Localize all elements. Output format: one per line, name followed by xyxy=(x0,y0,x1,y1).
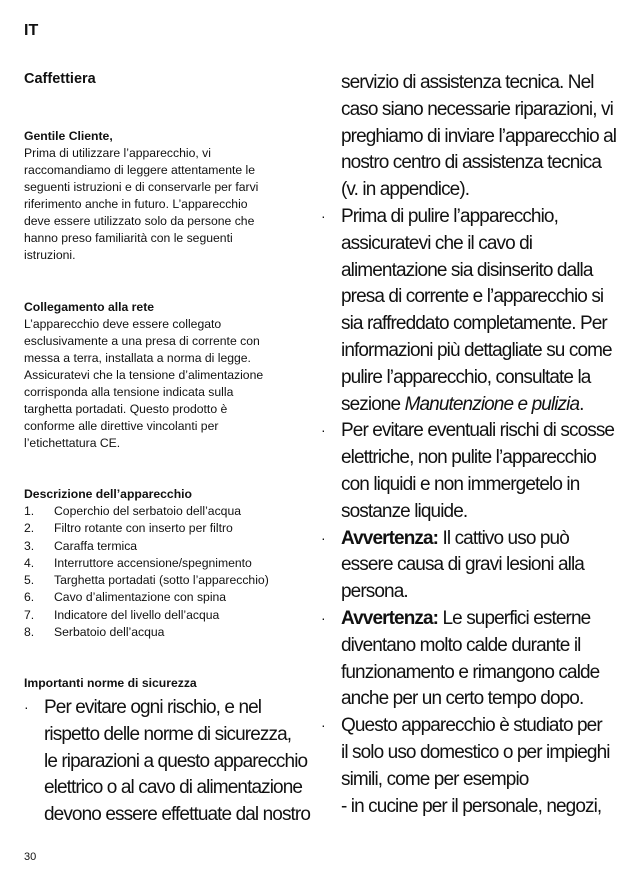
item-text: Coperchio del serbatoio dell’acqua xyxy=(54,504,241,518)
text-line xyxy=(341,392,612,419)
text-span: Il cattivo uso può xyxy=(438,527,569,549)
bullet-text xyxy=(341,606,599,713)
greeting-section xyxy=(24,128,304,264)
description-heading: Descrizione dell’apparecchio xyxy=(24,487,192,501)
text-line: L’apparecchio deve essere collegato xyxy=(24,317,222,331)
item-text: Interruttore accensione/spegnimento xyxy=(54,555,252,570)
item-number: 7. xyxy=(24,607,35,622)
section-reference: Manutenzione e pulizia xyxy=(404,393,580,415)
text-line: Assicuratevi che la tensione d’alimentazione xyxy=(24,368,264,382)
bullet-dot: · xyxy=(321,609,326,626)
text-line: caso siano necessarie riparazioni, vi xyxy=(341,98,613,120)
text-line: nostro centro di assistenza tecnica xyxy=(341,152,601,174)
bullet-text xyxy=(341,713,610,820)
warning-label: Avvertenza: xyxy=(341,527,439,549)
text-line: esclusivamente a una presa di corrente con xyxy=(24,334,260,348)
list-item xyxy=(24,555,304,572)
text-line: presa di corrente e l’apparecchio si xyxy=(341,286,604,308)
text-line: alimentazione sia disinserito dalla xyxy=(341,259,593,281)
greeting-text xyxy=(24,145,304,264)
item-number: 1. xyxy=(24,504,35,518)
list-item xyxy=(24,589,304,606)
text-line: persona. xyxy=(341,581,408,603)
list-item xyxy=(24,572,304,589)
text-line: - in cucine per il personale, negozi, xyxy=(341,795,602,817)
text-line: simili, come per esempio xyxy=(341,768,529,790)
text-line: targhetta portadati. Questo prodotto è xyxy=(24,402,228,416)
item-number: 4. xyxy=(24,555,35,570)
text-line: raccomandiamo di leggere attentamente le xyxy=(24,163,256,177)
text-line: con liquidi e non immergetelo in xyxy=(341,473,580,495)
bullet-text xyxy=(44,695,310,829)
text-line: sostanze liquide. xyxy=(341,500,468,522)
text-line: preghiamo di inviare l’apparecchio al xyxy=(341,125,617,147)
text-line: Prima di pulire l’apparecchio, xyxy=(341,205,558,227)
text-line: servizio di assistenza tecnica. Nel xyxy=(341,72,594,93)
text-line: devono essere effettuate dal nostro xyxy=(44,804,311,826)
document-title: Caffettiera xyxy=(24,71,96,87)
bullet-text xyxy=(341,204,612,418)
item-text: Filtro rotante con inserto per filtro xyxy=(54,521,233,536)
text-line: elettriche, non pulite l’apparecchio xyxy=(341,447,596,469)
text-line: essere causa di gravi lesioni alla xyxy=(341,554,584,576)
safety-bullet-2 xyxy=(321,204,612,418)
text-line: assicuratevi che il cavo di xyxy=(341,232,533,254)
bullet-dot: · xyxy=(321,717,326,734)
parts-list xyxy=(24,503,304,641)
list-item xyxy=(24,538,304,555)
text-line: corrisponda alla tensione indicata sulla xyxy=(24,385,234,399)
connection-heading: Collegamento alla rete xyxy=(24,300,155,314)
text-span: sezione xyxy=(341,393,405,415)
safety-heading: Importanti norme di sicurezza xyxy=(24,676,197,690)
text-line: rispetto delle norme di sicurezza, xyxy=(44,723,292,745)
bullet-text xyxy=(341,526,599,606)
text-line xyxy=(341,526,599,553)
safety-bullet-5 xyxy=(321,606,599,713)
language-code: IT xyxy=(24,22,39,39)
item-number: 2. xyxy=(24,521,35,536)
text-line xyxy=(341,606,599,633)
text-line: deve essere utilizzato solo da persone che xyxy=(24,214,255,228)
bullet-dot: · xyxy=(321,529,326,546)
safety-bullet-4 xyxy=(321,526,599,606)
text-line: l’etichettatura CE. xyxy=(24,436,121,450)
text-line: messa a terra, installata a norma di legge. xyxy=(24,351,251,365)
item-number: 6. xyxy=(24,590,35,605)
list-item xyxy=(24,503,304,520)
text-line: informazioni più dettagliate su come xyxy=(341,339,612,361)
text-line: istruzioni. xyxy=(24,248,76,262)
page-number: 30 xyxy=(24,851,37,863)
text-line: conforme alle direttive vincolanti per xyxy=(24,419,219,433)
text-line: hanno preso familiarità con le seguenti xyxy=(24,231,233,245)
text-line: funzionamento e rimangono calde xyxy=(341,661,600,683)
item-number: 8. xyxy=(24,625,35,640)
connection-text xyxy=(24,316,304,452)
text-line: elettrico o al cavo di alimentazione xyxy=(44,777,303,799)
text-span: . xyxy=(579,393,584,415)
connection-section xyxy=(24,299,304,452)
text-line: sia raffreddato completamente. Per xyxy=(341,313,607,335)
bullet-text xyxy=(341,418,614,525)
text-line: seguenti istruzioni e di conservarle per farvi xyxy=(24,180,259,194)
item-number: 5. xyxy=(24,573,35,588)
warning-label: Avvertenza: xyxy=(341,607,439,629)
text-line: anche per un certo tempo dopo. xyxy=(341,688,584,710)
item-number: 3. xyxy=(24,538,35,553)
safety-bullet-3 xyxy=(321,418,615,525)
item-text: Cavo d’alimentazione con spina xyxy=(54,590,227,605)
text-span: Le superfici esterne xyxy=(438,607,591,629)
text-line: pulire l’apparecchio, consultate la xyxy=(341,366,591,388)
bullet-dot: · xyxy=(24,699,29,715)
bullet-1-continuation xyxy=(321,70,617,204)
list-item xyxy=(24,624,304,641)
left-column xyxy=(24,70,311,826)
text-line: il solo uso domestico o per impieghi xyxy=(341,741,610,763)
list-item xyxy=(24,607,304,624)
description-section xyxy=(24,486,304,641)
safety-bullet-6 xyxy=(321,713,610,820)
item-text: Targhetta portadati (sotto l’apparecchio) xyxy=(54,573,269,588)
right-column xyxy=(321,70,617,820)
text-line: diventano molto calde durante il xyxy=(341,634,581,656)
safety-bullet-1 xyxy=(24,695,311,829)
safety-heading-wrap xyxy=(24,675,304,692)
list-item xyxy=(24,520,304,537)
text-line: Questo apparecchio è studiato per xyxy=(341,715,602,737)
text-line: riferimento anche in futuro. L’apparecchio xyxy=(24,197,248,211)
text-line: Per evitare ogni rischio, e nel xyxy=(44,697,262,718)
text-line: le riparazioni a questo apparecchio xyxy=(44,750,308,772)
text-line: (v. in appendice). xyxy=(341,179,470,201)
text-line: Prima di utilizzare l’apparecchio, vi xyxy=(24,146,211,160)
bullet-dot: · xyxy=(321,207,326,224)
item-text: Indicatore del livello dell’acqua xyxy=(54,607,220,622)
greeting-heading: Gentile Cliente, xyxy=(24,129,113,143)
bullet-dot: · xyxy=(321,422,326,439)
item-text: Caraffa termica xyxy=(54,538,138,553)
text-line: Per evitare eventuali rischi di scosse xyxy=(341,420,615,442)
item-text: Serbatoio dell’acqua xyxy=(54,625,165,640)
